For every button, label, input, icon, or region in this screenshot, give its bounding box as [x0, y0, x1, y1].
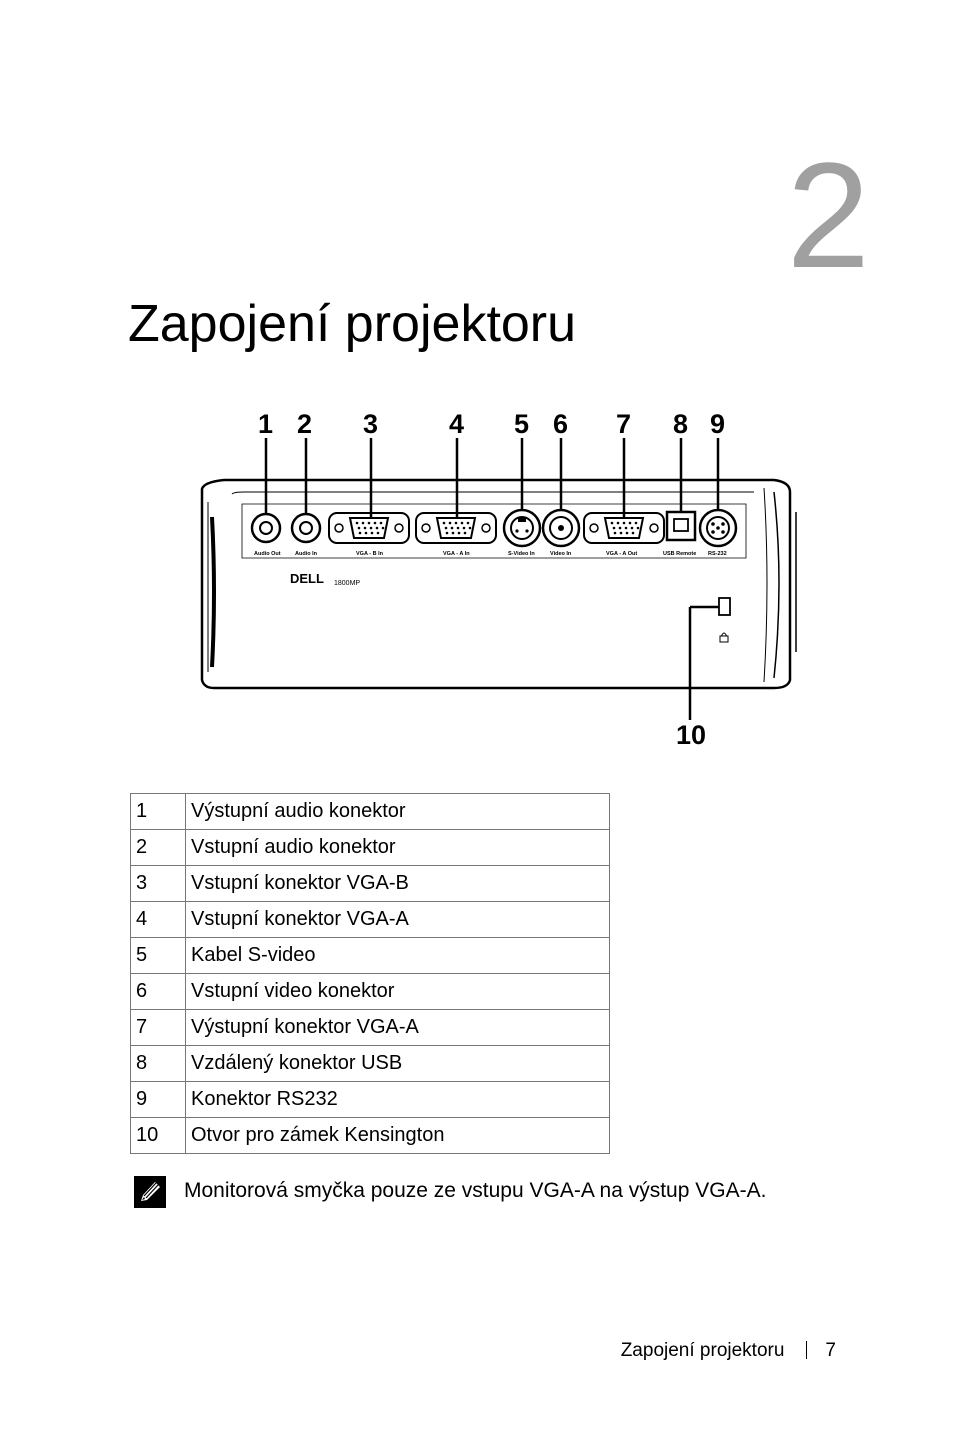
pencil-note-icon: [134, 1176, 166, 1208]
port-label: RS-232: [708, 551, 727, 557]
legend-text: Vstupní audio konektor: [186, 830, 610, 866]
legend-number: 10: [131, 1118, 186, 1154]
port-rs-232: [700, 510, 736, 546]
port-label: S-Video In: [508, 551, 535, 557]
table-row: [131, 902, 610, 938]
table-row: [131, 1118, 610, 1154]
note-text: Monitorová smyčka pouze ze vstupu VGA-A na výstup VGA-A.: [184, 1179, 767, 1202]
legend-number: 6: [131, 974, 186, 1010]
legend-text: Otvor pro zámek Kensington: [186, 1118, 610, 1154]
port-audio-out: [252, 514, 280, 542]
callout-number: 5: [514, 409, 530, 439]
table-row: [131, 830, 610, 866]
projector-rear-panel-figure: [184, 392, 810, 754]
legend-text: Vstupní konektor VGA-B: [186, 866, 610, 902]
legend-text: Vstupní konektor VGA-A: [186, 902, 610, 938]
table-row: [131, 974, 610, 1010]
port-video-in: [543, 510, 579, 546]
table-row: [131, 938, 610, 974]
callout-number: 2: [297, 409, 313, 439]
page-title: Zapojení projektoru: [128, 295, 577, 353]
dell-logo: DELL: [290, 571, 324, 586]
port-usb-remote: [667, 512, 695, 540]
legend-text: Výstupní audio konektor: [186, 794, 610, 830]
table-row: [131, 866, 610, 902]
legend-number: 9: [131, 1082, 186, 1118]
legend-number: 5: [131, 938, 186, 974]
callout-number: 8: [673, 409, 689, 439]
legend-number: 1: [131, 794, 186, 830]
legend-text: Kabel S-video: [186, 938, 610, 974]
footer-section-title: Zapojení projektoru: [620, 1340, 785, 1361]
legend-number: 2: [131, 830, 186, 866]
legend-number: 4: [131, 902, 186, 938]
table-row: [131, 1010, 610, 1046]
page-number: 7: [825, 1340, 836, 1361]
callout-number: 4: [449, 409, 465, 439]
port-label: Video In: [550, 551, 572, 557]
legend-text: Konektor RS232: [186, 1082, 610, 1118]
table-row: [131, 1046, 610, 1082]
kensington-slot: [719, 598, 730, 615]
page-footer: [621, 1340, 836, 1362]
port-audio-in: [292, 514, 320, 542]
port-label: VGA - A In: [443, 551, 470, 557]
port-label: Audio Out: [254, 551, 281, 557]
legend-number: 3: [131, 866, 186, 902]
legend-text: Výstupní konektor VGA-A: [186, 1010, 610, 1046]
table-row: [131, 794, 610, 830]
model-label: 1800MP: [334, 580, 361, 587]
legend-text: Vstupní video konektor: [186, 974, 610, 1010]
port-label: VGA - A Out: [606, 551, 638, 557]
callout-number: 6: [553, 409, 569, 439]
footer-divider: [806, 1341, 807, 1359]
port-s-video-in: [504, 510, 540, 546]
port-vga-b-in: [329, 513, 409, 543]
connector-legend-table: [130, 793, 610, 1154]
callout-number: 9: [710, 409, 726, 439]
callout-number: 10: [676, 720, 707, 750]
port-label: USB Remote: [663, 551, 697, 557]
port-label: Audio In: [295, 551, 317, 557]
legend-number: 8: [131, 1046, 186, 1082]
callout-number: 1: [258, 409, 274, 439]
chapter-number: 2: [786, 131, 870, 299]
callout-number: 3: [363, 409, 379, 439]
callout-number: 7: [616, 409, 632, 439]
port-label: VGA - B In: [356, 551, 383, 557]
legend-number: 7: [131, 1010, 186, 1046]
legend-text: Vzdálený konektor USB: [186, 1046, 610, 1082]
table-row: [131, 1082, 610, 1118]
